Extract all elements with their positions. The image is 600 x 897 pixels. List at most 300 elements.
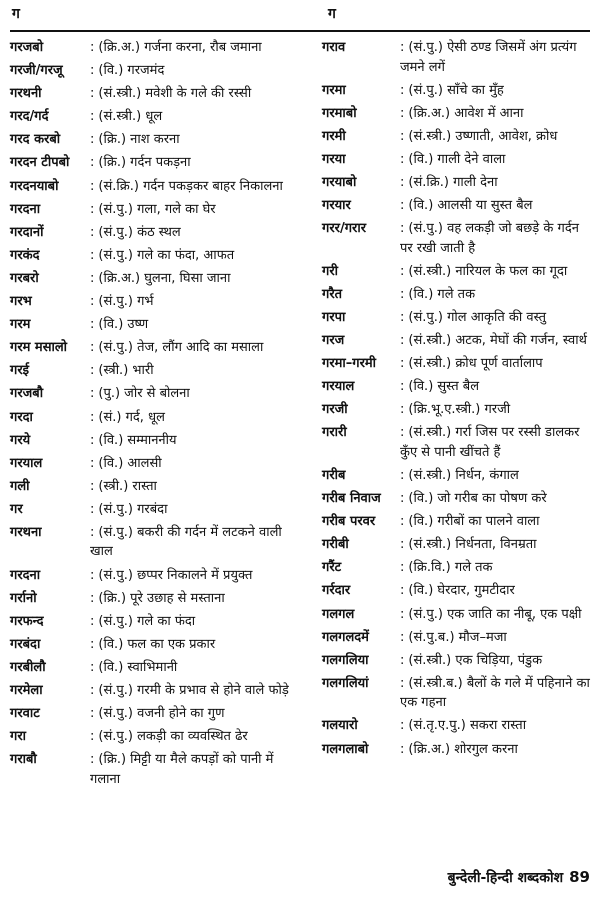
entry-headword: गरयाबो xyxy=(322,174,357,190)
entry-separator: : xyxy=(90,567,95,583)
entry-definition-wrap xyxy=(398,628,592,648)
entry-headword: गरकंद xyxy=(10,247,40,263)
header-rule xyxy=(10,30,590,32)
entry-separator: : xyxy=(400,105,405,121)
dictionary-entry xyxy=(322,466,592,486)
entry-headword: गरी xyxy=(322,263,339,279)
entry-separator: : xyxy=(90,40,95,55)
entry-separator: : xyxy=(90,294,95,310)
dictionary-entry xyxy=(322,423,592,462)
entry-definition: (क्रि.अ.) शोरगुल करना xyxy=(408,741,518,757)
dictionary-entry xyxy=(322,512,592,532)
entry-headword: गरम मसालो xyxy=(10,340,68,356)
entry-definition: (सं.स्त्री.) एक चिड़िया, पंडुक xyxy=(408,652,543,668)
entry-definition-wrap xyxy=(88,292,295,312)
entry-separator: : xyxy=(90,363,95,379)
entry-definition-wrap xyxy=(398,535,592,555)
dictionary-entry xyxy=(10,704,295,724)
entry-definition: (सं.क्रि.) गर्दन पकड़कर बाहर निकालना xyxy=(98,178,283,194)
entry-separator: : xyxy=(400,263,405,279)
dictionary-entry xyxy=(10,566,295,586)
entry-definition: (क्रि.अ.) आवेश में आना xyxy=(408,105,524,121)
page-number: 89 xyxy=(569,868,590,886)
entry-definition-wrap xyxy=(88,269,295,289)
dictionary-entry xyxy=(10,315,295,335)
entry-separator: : xyxy=(400,198,405,214)
entry-definition: (वि.) उष्ण xyxy=(98,317,149,333)
entry-definition: (सं.पु.) छप्पर निकालने में प्रयुक्त xyxy=(98,567,253,583)
entry-definition-wrap xyxy=(398,150,592,170)
entry-definition: (सं.स्त्री.) निर्धनता, विनम्रता xyxy=(408,537,537,553)
entry-headword: गलगलदमें xyxy=(322,629,369,645)
entry-headword: गलगल xyxy=(322,606,355,622)
entry-separator: : xyxy=(400,629,405,645)
entry-separator: : xyxy=(400,221,405,237)
entry-definition-wrap xyxy=(88,500,295,520)
dictionary-entry xyxy=(10,269,295,289)
dictionary-entry xyxy=(10,84,295,104)
entry-headword: गरीब निवाज xyxy=(322,491,381,507)
entry-separator: : xyxy=(90,501,95,517)
entry-definition: (सं.क्रि.) गाली देना xyxy=(408,174,498,190)
entry-definition: (क्रि.वि.) गले तक xyxy=(408,560,493,576)
entry-definition: (सं.पु.) गले का फंदा, आफत xyxy=(98,247,235,263)
entry-headword: गरीब xyxy=(322,468,346,483)
entry-definition-wrap xyxy=(88,200,295,220)
entry-separator: : xyxy=(400,425,405,441)
entry-headword: गरद करबो xyxy=(10,132,61,148)
dictionary-entry xyxy=(10,361,295,381)
entry-separator: : xyxy=(400,583,405,599)
entry-headword: गलयारो xyxy=(322,718,358,734)
entry-separator: : xyxy=(400,286,405,302)
entry-definition: (सं.स्त्री.) अटक, मेघों की गर्जन, स्वार्थ xyxy=(408,333,587,349)
entry-headword: गरमाबो xyxy=(322,105,357,121)
entry-definition: (वि.) जो गरीब का पोषण करे xyxy=(408,491,547,507)
entry-headword: गली xyxy=(10,478,30,494)
entry-separator: : xyxy=(90,659,95,675)
entry-separator: : xyxy=(400,606,405,622)
entry-definition-wrap xyxy=(88,523,295,562)
entry-definition-wrap xyxy=(88,384,295,404)
dictionary-entry xyxy=(10,61,295,81)
entry-separator: : xyxy=(90,224,95,240)
dictionary-entry xyxy=(10,500,295,520)
entry-definition: (सं.पु.) गला, गले का घेर xyxy=(98,201,216,217)
entry-definition-wrap xyxy=(88,246,295,266)
entry-definition: (वि.) गरजमंद xyxy=(98,63,165,79)
entry-separator: : xyxy=(90,590,95,606)
entry-headword: गरबीलौ xyxy=(10,659,46,675)
entry-definition-wrap xyxy=(398,651,592,671)
entry-headword: गर xyxy=(10,501,23,517)
entry-separator: : xyxy=(400,741,405,757)
entry-definition-wrap xyxy=(398,674,592,713)
entry-definition: (सं.पु.) एक जाति का नीबू, एक पक्षी xyxy=(408,606,582,622)
dictionary-entry xyxy=(322,651,592,671)
entry-separator: : xyxy=(90,247,95,263)
entry-headword: गरयार xyxy=(322,198,351,214)
entry-headword: गरर/गरार xyxy=(322,221,367,237)
dictionary-entry xyxy=(10,431,295,451)
entry-definition: (सं.स्त्री.) निर्धन, कंगाल xyxy=(408,468,519,483)
entry-separator: : xyxy=(90,752,95,768)
dictionary-entry xyxy=(10,338,295,358)
entry-headword: गरये xyxy=(10,432,31,448)
entry-definition: (वि.) घेरदार, गुमटीदार xyxy=(408,583,515,599)
entry-headword: गरैंट xyxy=(322,560,342,576)
dictionary-entry xyxy=(10,200,295,220)
dictionary-entry xyxy=(10,750,295,789)
entry-definition: (सं.स्त्री.ब.) बैलों के गले में पहिनाने का एक गहना xyxy=(400,675,590,711)
dictionary-entry xyxy=(322,628,592,648)
header-letter-left: ग xyxy=(12,6,20,22)
entry-headword: गरीबी xyxy=(322,537,349,553)
dictionary-entry xyxy=(322,354,592,374)
entry-separator: : xyxy=(90,317,95,333)
dictionary-entry xyxy=(322,740,592,760)
entry-definition: (सं.पु.) कंठ स्थल xyxy=(98,224,181,240)
entry-definition-wrap xyxy=(398,558,592,578)
dictionary-entry xyxy=(322,219,592,258)
dictionary-entry xyxy=(322,196,592,216)
entry-headword: गरमा xyxy=(322,82,346,98)
entry-headword: गलगलाबो xyxy=(322,741,369,757)
entry-definition: (सं.स्त्री.) क्रोध पूर्ण वार्तालाप xyxy=(408,356,543,372)
dictionary-entry xyxy=(322,558,592,578)
entry-definition: (सं.स्त्री.) उष्णाती, आवेश, क्रोध xyxy=(408,128,558,144)
entry-separator: : xyxy=(400,718,405,734)
entry-separator: : xyxy=(90,455,95,471)
entry-separator: : xyxy=(90,63,95,79)
entry-definition-wrap xyxy=(398,331,592,351)
entry-definition: (स्त्री.) रास्ता xyxy=(98,478,157,494)
entry-definition: (स्त्री.) भारी xyxy=(98,363,154,379)
entry-headword: गरमेला xyxy=(10,683,43,699)
dictionary-entry xyxy=(10,408,295,428)
entry-headword: गरजी xyxy=(322,402,348,418)
entry-headword: गरदन टीपबो xyxy=(10,155,70,171)
entry-definition-wrap xyxy=(398,489,592,509)
entry-separator: : xyxy=(400,675,405,691)
entry-definition: (सं.पु.) गरबंदा xyxy=(98,501,168,517)
entry-definition-wrap xyxy=(88,84,295,104)
entry-definition: (वि.) सुस्त बैल xyxy=(408,379,480,395)
entry-definition: (सं.स्त्री.) धूल xyxy=(98,109,163,125)
entry-headword: गरया xyxy=(322,151,346,167)
entry-definition-wrap xyxy=(88,681,295,701)
dictionary-entry xyxy=(10,107,295,127)
dictionary-entry xyxy=(10,153,295,173)
entry-definition: (सं.पु.) लकड़ी का व्यवस्थित ढेर xyxy=(98,729,248,745)
dictionary-entry xyxy=(322,150,592,170)
entry-separator: : xyxy=(90,706,95,722)
entry-separator: : xyxy=(90,86,95,102)
dictionary-entry xyxy=(322,400,592,420)
dictionary-entry xyxy=(10,130,295,150)
entry-separator: : xyxy=(90,524,95,540)
entry-separator: : xyxy=(400,174,405,190)
entry-separator: : xyxy=(400,402,405,418)
dictionary-entry xyxy=(10,223,295,243)
entry-definition-wrap xyxy=(88,431,295,451)
entry-separator: : xyxy=(400,40,405,55)
entry-separator: : xyxy=(90,270,95,286)
entry-headword: गरीब परवर xyxy=(322,514,376,530)
entry-separator: : xyxy=(400,560,405,576)
entry-definition-wrap xyxy=(88,223,295,243)
entry-headword: गरथनी xyxy=(10,86,42,102)
entry-separator: : xyxy=(90,613,95,629)
entry-definition-wrap xyxy=(88,612,295,632)
entry-headword: गरथना xyxy=(10,524,42,540)
entry-definition-wrap xyxy=(398,740,592,760)
entry-definition-wrap xyxy=(88,566,295,586)
entry-definition: (क्रि.भू.ए.स्त्री.) गरजी xyxy=(408,402,511,418)
entry-definition-wrap xyxy=(88,361,295,381)
entry-headword: गरई xyxy=(10,363,30,379)
entry-definition: (सं.पु.) गर्भ xyxy=(98,294,154,310)
dictionary-entry xyxy=(322,535,592,555)
dictionary-entry xyxy=(322,674,592,713)
page-header xyxy=(10,4,590,26)
entry-definition-wrap xyxy=(398,466,592,486)
dictionary-entry xyxy=(322,38,592,77)
entry-headword: गरम xyxy=(10,317,31,333)
page-footer xyxy=(410,868,590,887)
dictionary-entry xyxy=(322,581,592,601)
right-column xyxy=(322,38,592,763)
entry-definition: (वि.) फल का एक प्रकार xyxy=(98,636,216,652)
header-letter-right: ग xyxy=(328,6,336,22)
entry-definition-wrap xyxy=(88,750,295,789)
entry-definition-wrap xyxy=(398,38,592,77)
entry-separator: : xyxy=(400,537,405,553)
entry-definition: (क्रि.) नाश करना xyxy=(98,132,180,148)
entry-headword: गरजी/गरजू xyxy=(10,63,63,79)
entry-headword: गर्रदार xyxy=(322,583,351,599)
entry-definition-wrap xyxy=(88,704,295,724)
entry-definition: (क्रि.अ.) घुलना, घिसा जाना xyxy=(98,270,231,286)
entry-headword: गरज xyxy=(322,333,345,349)
dictionary-entry xyxy=(10,292,295,312)
dictionary-entry xyxy=(10,454,295,474)
entry-separator: : xyxy=(400,82,405,98)
entry-headword: गलगलियां xyxy=(322,675,369,691)
entry-definition: (सं.पु.ब.) मौज–मजा xyxy=(408,629,507,645)
dictionary-entry xyxy=(10,246,295,266)
entry-definition: (सं.पु.) गले का फंदा xyxy=(98,613,196,629)
entry-separator: : xyxy=(90,432,95,448)
entry-separator: : xyxy=(90,478,95,494)
entry-separator: : xyxy=(400,514,405,530)
entry-separator: : xyxy=(90,340,95,356)
entry-definition: (सं.पु.) वजनी होने का गुण xyxy=(98,706,225,722)
entry-definition-wrap xyxy=(398,605,592,625)
entry-definition-wrap xyxy=(88,153,295,173)
entry-definition: (सं.पु.) गोल आकृति की वस्तु xyxy=(408,309,547,325)
entry-definition: (वि.) आलसी या सुस्त बैल xyxy=(408,198,533,214)
entry-headword: गरमी xyxy=(322,128,346,144)
entry-definition: (सं.स्त्री.) गर्रा जिस पर रस्सी डालकर कुँए से पानी खींचते हैं xyxy=(400,425,580,460)
entry-definition-wrap xyxy=(398,377,592,397)
entry-headword: गरदना xyxy=(10,567,41,583)
entry-separator: : xyxy=(400,379,405,395)
entry-separator: : xyxy=(90,729,95,745)
entry-headword: गरदानों xyxy=(10,224,44,240)
entry-definition: (पु.) जोर से बोलना xyxy=(98,386,190,402)
entry-definition: (सं.पु.) बकरी की गर्दन में लटकने वाली खाल xyxy=(90,524,282,560)
entry-definition-wrap xyxy=(398,716,592,736)
entry-headword: गरबंदा xyxy=(10,636,41,652)
dictionary-entry xyxy=(322,331,592,351)
dictionary-entry xyxy=(10,38,295,58)
entry-definition: (सं.स्त्री.) नारियल के फल का गूदा xyxy=(408,263,568,279)
entry-definition: (सं.पु.) तेज, लौंग आदि का मसाला xyxy=(98,340,264,356)
entry-definition: (वि.) आलसी xyxy=(98,455,162,471)
entry-definition-wrap xyxy=(88,61,295,81)
entry-headword: गरपा xyxy=(322,309,346,325)
entry-definition-wrap xyxy=(398,173,592,193)
left-column xyxy=(10,38,295,793)
entry-definition-wrap xyxy=(398,512,592,532)
entry-definition-wrap xyxy=(88,589,295,609)
entry-definition-wrap xyxy=(88,658,295,678)
dictionary-entry xyxy=(322,81,592,101)
entry-headword: गरैत xyxy=(322,286,343,302)
entry-separator: : xyxy=(400,151,405,167)
entry-separator: : xyxy=(90,386,95,402)
entry-definition-wrap xyxy=(398,81,592,101)
entry-separator: : xyxy=(400,128,405,144)
entry-separator: : xyxy=(400,309,405,325)
entry-headword: गराबौ xyxy=(10,752,37,768)
entry-separator: : xyxy=(400,491,405,507)
entry-definition-wrap xyxy=(398,285,592,305)
entry-separator: : xyxy=(90,636,95,652)
entry-definition-wrap xyxy=(398,308,592,328)
entry-headword: गरदा xyxy=(10,409,33,425)
dictionary-entry xyxy=(322,605,592,625)
entry-definition-wrap xyxy=(88,107,295,127)
entry-definition-wrap xyxy=(88,454,295,474)
entry-separator: : xyxy=(90,201,95,217)
entry-definition: (सं.पु.) साँचे का मुँह xyxy=(408,82,504,98)
entry-definition: (वि.) स्वाभिमानी xyxy=(98,659,178,675)
entry-definition: (वि.) सम्माननीय xyxy=(98,432,177,448)
entry-headword: गरभ xyxy=(10,294,32,310)
entry-separator: : xyxy=(90,155,95,171)
dictionary-entry xyxy=(10,612,295,632)
entry-headword: गराव xyxy=(322,40,346,55)
dictionary-entry xyxy=(10,384,295,404)
dictionary-entry xyxy=(322,489,592,509)
dictionary-entry xyxy=(10,658,295,678)
entry-headword: गरारी xyxy=(322,425,347,441)
entry-definition: (सं.पु.) गरमी के प्रभाव से होने वाले फोड़े xyxy=(98,683,289,699)
entry-headword: गरफन्द xyxy=(10,613,44,629)
entry-headword: गरद/गर्द xyxy=(10,109,49,125)
entry-definition-wrap xyxy=(398,127,592,147)
entry-separator: : xyxy=(90,178,95,194)
entry-separator: : xyxy=(400,333,405,349)
entry-definition: (सं.) गर्द, धूल xyxy=(98,409,165,425)
entry-separator: : xyxy=(90,683,95,699)
entry-separator: : xyxy=(90,409,95,425)
entry-definition-wrap xyxy=(398,104,592,124)
entry-definition: (वि.) गाली देने वाला xyxy=(408,151,506,167)
entry-definition-wrap xyxy=(398,262,592,282)
dictionary-entry xyxy=(10,477,295,497)
entry-definition-wrap xyxy=(88,338,295,358)
dictionary-entry xyxy=(322,716,592,736)
entry-definition: (सं.पु.) वह लकड़ी जो बछड़े के गर्दन पर रखी जाती है xyxy=(400,221,579,256)
entry-definition-wrap xyxy=(398,219,592,258)
dictionary-entry xyxy=(322,104,592,124)
entry-headword: गरजबौ xyxy=(10,386,44,402)
entry-headword: गरयाल xyxy=(322,379,355,395)
dictionary-entry xyxy=(322,377,592,397)
entry-separator: : xyxy=(400,356,405,372)
dictionary-entry xyxy=(10,635,295,655)
entry-headword: गरदनयाबो xyxy=(10,178,59,194)
entry-separator: : xyxy=(400,652,405,668)
entry-definition: (सं.तृ.ए.पु.) सकरा रास्ता xyxy=(408,718,527,734)
entry-definition: (वि.) गरीबों का पालने वाला xyxy=(408,514,540,530)
entry-definition-wrap xyxy=(88,315,295,335)
entry-definition-wrap xyxy=(88,177,295,197)
entry-separator: : xyxy=(90,109,95,125)
dictionary-entry xyxy=(10,589,295,609)
dictionary-entry xyxy=(322,308,592,328)
dictionary-entry xyxy=(322,262,592,282)
entry-definition: (क्रि.) पूरे उछाह से मस्ताना xyxy=(98,590,225,606)
dictionary-entry xyxy=(10,177,295,197)
entry-headword: गरजबो xyxy=(10,40,44,55)
entry-headword: गरमा–गरमी xyxy=(322,356,377,372)
entry-definition-wrap xyxy=(88,130,295,150)
entry-definition-wrap xyxy=(88,727,295,747)
dictionary-entry xyxy=(10,523,295,562)
entry-definition-wrap xyxy=(398,196,592,216)
dictionary-entry xyxy=(10,681,295,701)
entry-headword: गलगलिया xyxy=(322,652,369,668)
entry-headword: गरदना xyxy=(10,201,41,217)
entry-headword: गरवाट xyxy=(10,706,40,722)
entry-headword: गरयाल xyxy=(10,455,43,471)
entry-headword: गरा xyxy=(10,729,27,745)
dictionary-entry xyxy=(322,127,592,147)
entry-definition: (क्रि.) गर्दन पकड़ना xyxy=(98,155,191,171)
entry-definition-wrap xyxy=(398,400,592,420)
entry-headword: गरबरो xyxy=(10,270,39,286)
entry-definition: (क्रि.) मिट्टी या मैले कपड़ों को पानी में गलाना xyxy=(90,752,274,787)
entry-definition-wrap xyxy=(398,354,592,374)
entry-definition-wrap xyxy=(88,635,295,655)
entry-definition: (वि.) गले तक xyxy=(408,286,476,302)
entry-separator: : xyxy=(400,468,405,483)
dictionary-entry xyxy=(322,285,592,305)
dictionary-entry xyxy=(10,727,295,747)
entry-definition-wrap xyxy=(88,408,295,428)
entry-definition-wrap xyxy=(88,38,295,58)
entry-definition-wrap xyxy=(398,423,592,462)
entry-definition-wrap xyxy=(398,581,592,601)
entry-headword: गर्रानो xyxy=(10,590,37,606)
footer-title: बुन्देली-हिन्दी शब्दकोश xyxy=(447,870,564,886)
entry-definition: (सं.स्त्री.) मवेशी के गले की रस्सी xyxy=(98,86,252,102)
entry-separator: : xyxy=(90,132,95,148)
